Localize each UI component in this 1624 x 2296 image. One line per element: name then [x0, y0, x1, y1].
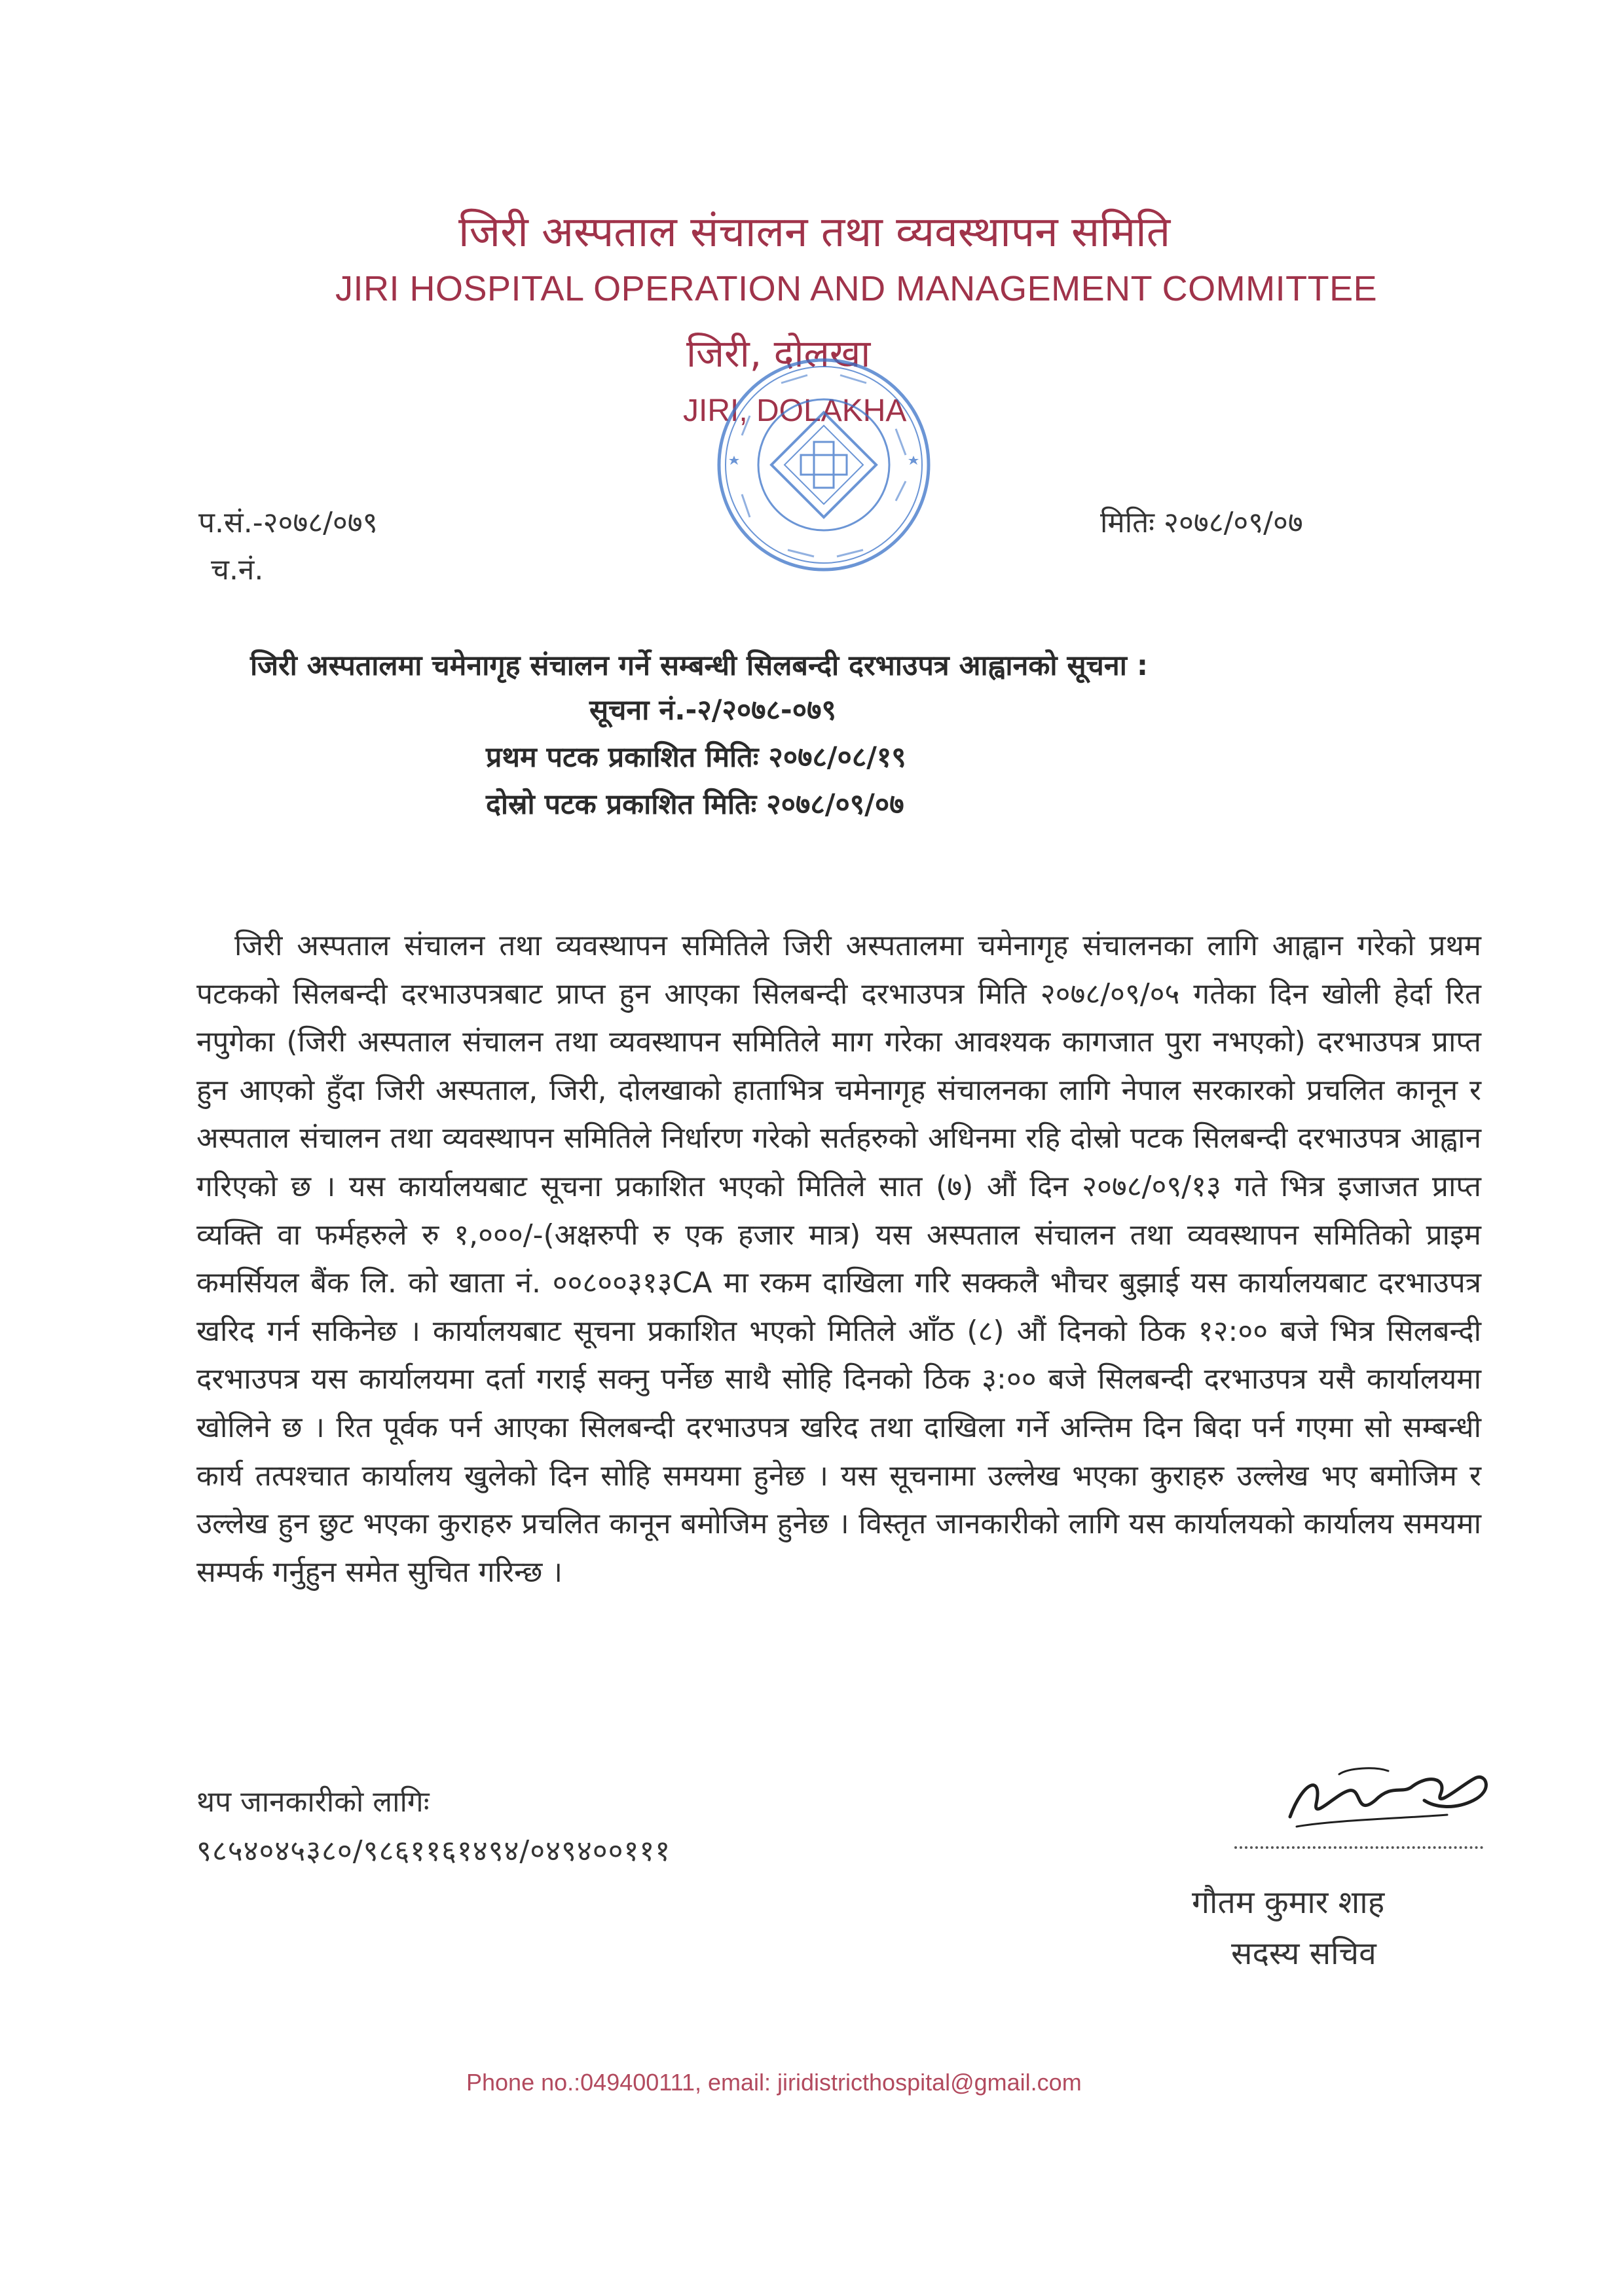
signatory-name: गौतम कुमार शाह: [1192, 1884, 1385, 1921]
notice-number: सूचना नं.-२/२०७८-०७९: [589, 694, 836, 727]
official-stamp-icon: [709, 350, 938, 579]
notice-body: जिरी अस्पताल संचालन तथा व्यवस्थापन समितिले जिरी अस्पतालमा चमेनागृह संचालनका लागि आह्वान गरेको प्रथम पटकको सिलबन्दी दरभाउपत्रबाट प्राप्त हुन आएका सिलबन्दी दरभाउपत्र मिति २०७८/०९/०५ गतेका दिन खोली हेर्दा रित नपुगेका (जिरी अस्पताल संचालन तथा व्यवस्थापन समितिले माग गरेका आवश्यक कागजात पुरा नभएको) दरभाउपत्र प्राप्त हुन आएको हुँदा जिरी अस्पताल, जिरी, दोलखाको हाताभित्र चमेनागृह संचालनका लागि नेपाल सरकारको प्रचलित कानून र अस्पताल संचालन तथा व्यवस्थापन समितिले निर्धारण गरेको सर्तहरुको अधिनमा रहि दोस्रो पटक सिलबन्दी दरभाउपत्र आह्वान गरिएको छ । यस कार्यालयबाट सूचना प्रकाशित भएको मितिले सात (७) औं दिन २०७८/०९/१३ गते भित्र इजाजत प्राप्त व्यक्ति वा फर्महरुले रु १,०००/-(अक्षरुपी रु एक हजार मात्र) यस अस्पताल संचालन तथा व्यवस्थापन समितिको प्राइम कमर्सियल बैंक लि. को खाता नं. ००८००३१३CA मा रकम दाखिला गरि सक्कलै भौचर बुझाई यस कार्यालयबाट दरभाउपत्र खरिद गर्न सकिनेछ । कार्यालयबाट सूचना प्रकाशित भएको मितिले आँठ (८) औं दिनको ठिक १२:०० बजे भित्र सिलबन्दी दरभाउपत्र यस कार्यालयमा दर्ता गराई सक्नु पर्नेछ साथै सोहि दिनको ठिक ३:०० बजे सिलबन्दी दरभाउपत्र यसै कार्यालयमा खोलिने छ । रित पूर्वक पर्न आएका सिलबन्दी दरभाउपत्र खरिद तथा दाखिला गर्ने अन्तिम दिन बिदा पर्न गएमा सो सम्बन्धी कार्य तत्पश्चात कार्यालय खुलेको दिन सोहि समयमा हुनेछ । यस सूचनामा उल्लेख भएका कुराहरु उल्लेख भए बमोजिम र उल्लेख हुन छुट भएका कुराहरु प्रचलित कानून बमोजिम हुनेछ । विस्तृत जानकारीको लागि यस कार्यालयको कार्यालय समयमा सम्पर्क गर्नुहुन समेत सुचित गरिन्छ ।: [196, 929, 1481, 1589]
letterhead-nepali-name: जिरी अस्पताल संचालन तथा व्यवस्थापन समिति: [458, 208, 1171, 257]
signature-line: [1234, 1846, 1483, 1849]
footer-contact: Phone no.:049400111, email: jiridistricthospital@gmail.com: [466, 2069, 1082, 2096]
letterhead-nepali-place: जिरी, दोलखा: [686, 331, 871, 376]
second-published-date: दोस्रो पटक प्रकाशित मितिः २०७८/०९/०७: [486, 788, 904, 821]
letterhead-english-place: JIRI, DOLAKHA: [683, 393, 907, 428]
notice-date: मितिः २०७८/०९/०७: [1100, 506, 1303, 539]
contact-label: थप जानकारीको लागिः: [196, 1785, 430, 1819]
notice-subject: जिरी अस्पतालमा चमेनागृह संचालन गर्ने सम्बन्धी सिलबन्दी दरभाउपत्र आह्वानको सूचना :: [250, 649, 1149, 682]
signatory-title: सदस्य सचिव: [1231, 1935, 1376, 1972]
reference-number: प.सं.-२०७८/०७९: [198, 506, 378, 539]
contact-phone-numbers: ९८५४०४५३८०/९८६११६१४९४/०४९४००१११: [196, 1834, 671, 1868]
first-published-date: प्रथम पटक प्रकाशित मितिः २०७८/०८/१९: [486, 741, 906, 774]
signature-icon: [1277, 1755, 1500, 1840]
dispatch-number: च.नं.: [211, 553, 264, 587]
letterhead-english-name: JIRI HOSPITAL OPERATION AND MANAGEMENT COMMITTEE: [335, 269, 1378, 308]
